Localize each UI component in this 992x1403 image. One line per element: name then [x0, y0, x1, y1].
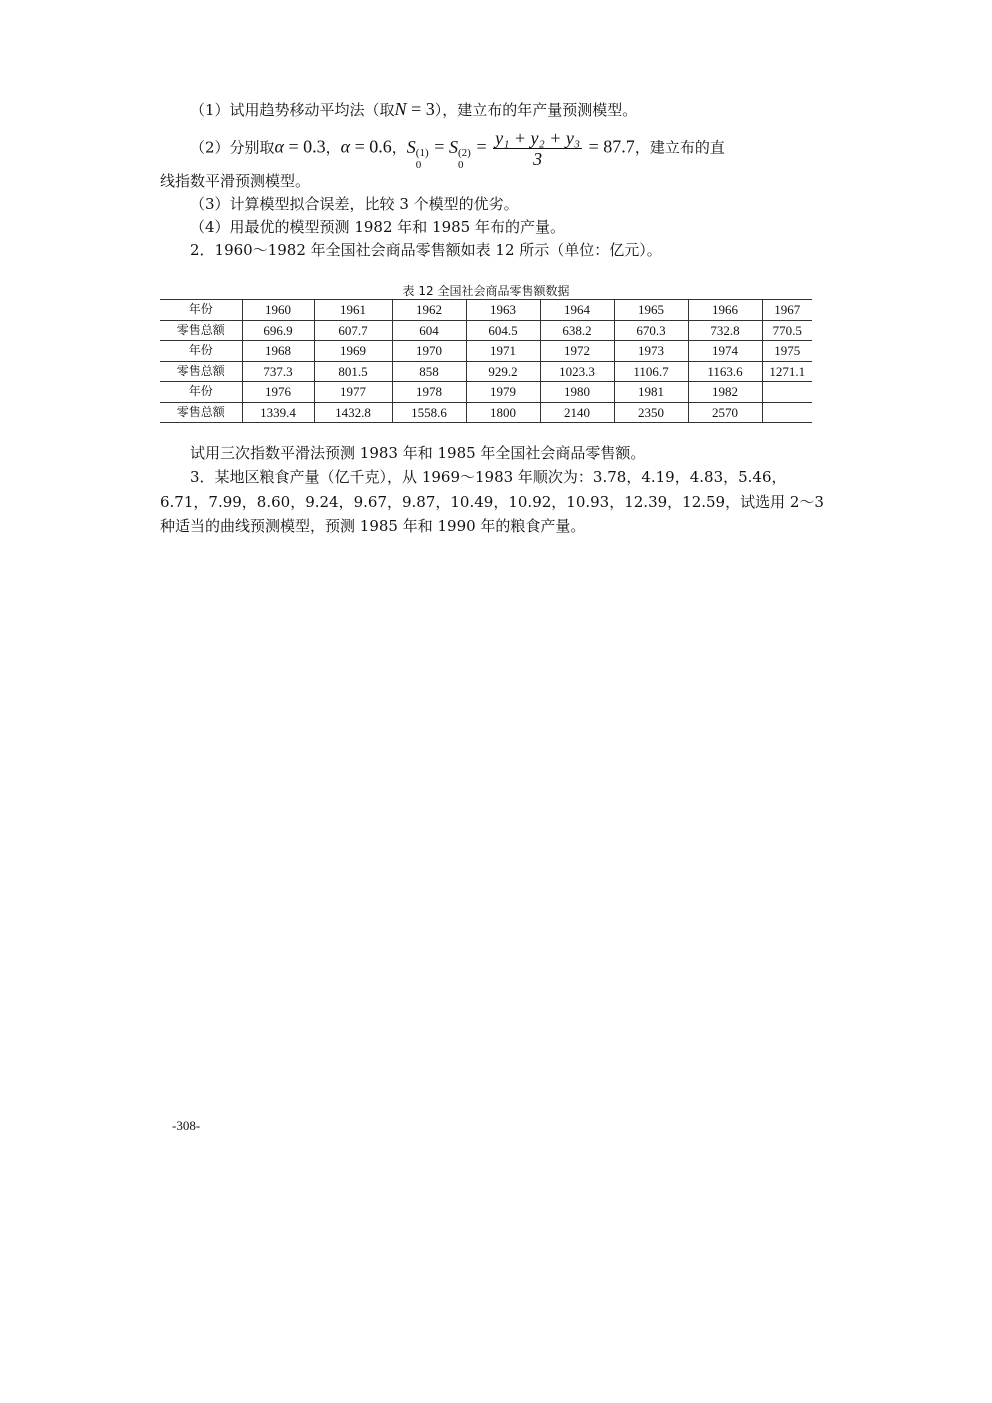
table-cell: 2570: [688, 402, 762, 423]
table-cell: 1163.6: [688, 361, 762, 382]
table-row-header: 年份: [160, 382, 242, 403]
question-3-line2: 6.71，7.99，8.60，9.24，9.67，9.87，10.49，10.92，10.93，12.39，12.59，试选用 2～3: [160, 493, 824, 511]
question-1-1: （1）试用趋势移动平均法（取N = 3），建立布的年产量预测模型。: [190, 99, 638, 119]
table-cell: 1974: [688, 341, 762, 362]
table-cell: 670.3: [614, 320, 688, 341]
table-row-header: 年份: [160, 341, 242, 362]
table-cell: 1960: [242, 300, 314, 321]
formula-s0-1: S (1) 0: [406, 136, 429, 171]
table-cell: 858: [392, 361, 466, 382]
table-cell: 1963: [466, 300, 540, 321]
table-cell: 1977: [314, 382, 392, 403]
table-row-header: 零售总额: [160, 320, 242, 341]
table-cell: 1966: [688, 300, 762, 321]
table-cell: 696.9: [242, 320, 314, 341]
question-3-line1: 3．某地区粮食产量（亿千克），从 1969～1983 年顺次为：3.78，4.19，4.83，5.46，: [190, 468, 787, 486]
table-cell: 1800: [466, 402, 540, 423]
table-cell: 1978: [392, 382, 466, 403]
question-1-3: （3）计算模型拟合误差，比较 3 个模型的优劣。: [190, 195, 519, 213]
table-cell: 1982: [688, 382, 762, 403]
table-row-header: 零售总额: [160, 402, 242, 423]
table-cell: 1976: [242, 382, 314, 403]
question-3-line3: 种适当的曲线预测模型，预测 1985 年和 1990 年的粮食产量。: [160, 517, 586, 535]
table-cell: 1558.6: [392, 402, 466, 423]
question-1-2-continued: 线指数平滑预测模型。: [160, 172, 311, 190]
question-1-2: （2）分别取α = 0.3，α = 0.6，S (1) 0 = S (2) 0 = $\frac{\text{y₁ + y₂ + y₃}}{3}$ = 87.7，建立布的直: [190, 128, 725, 171]
table-cell: 1967: [762, 300, 812, 321]
table-cell: 1969: [314, 341, 392, 362]
table-row: [160, 320, 812, 341]
table-cell: 1981: [614, 382, 688, 403]
table-row: [160, 402, 812, 423]
math-n: N: [394, 99, 407, 119]
table-cell: [762, 402, 812, 423]
table-cell: 604: [392, 320, 466, 341]
table-cell: 1432.8: [314, 402, 392, 423]
table-cell: 801.5: [314, 361, 392, 382]
table-cell: 1962: [392, 300, 466, 321]
table-cell: 732.8: [688, 320, 762, 341]
table-row: [160, 341, 812, 362]
table-cell: 1970: [392, 341, 466, 362]
question-2-instruction: 试用三次指数平滑法预测 1983 年和 1985 年全国社会商品零售额。: [190, 444, 646, 462]
retail-sales-table: [160, 299, 812, 423]
table-cell: 2350: [614, 402, 688, 423]
table-cell: 1023.3: [540, 361, 614, 382]
table-cell: 1971: [466, 341, 540, 362]
table-cell: 1339.4: [242, 402, 314, 423]
table-cell: 1964: [540, 300, 614, 321]
formula-s0-2: S (2) 0: [448, 136, 471, 171]
table-row-header: 零售总额: [160, 361, 242, 382]
table-cell: 1961: [314, 300, 392, 321]
table-row: [160, 361, 812, 382]
table-cell: 638.2: [540, 320, 614, 341]
table-cell: [762, 382, 812, 403]
table-cell: 1980: [540, 382, 614, 403]
table-cell: 1271.1: [762, 361, 812, 382]
table-row: [160, 382, 812, 403]
table-cell: 604.5: [466, 320, 540, 341]
table-cell: 770.5: [762, 320, 812, 341]
table-cell: 607.7: [314, 320, 392, 341]
formula-fraction: $\frac{\text{y₁ + y₂ + y₃}}{3}$: [495, 128, 581, 169]
table-cell: 1973: [614, 341, 688, 362]
table-cell: 1968: [242, 341, 314, 362]
table-cell: 1975: [762, 341, 812, 362]
question-1-4: （4）用最优的模型预测 1982 年和 1985 年布的产量。: [190, 218, 565, 236]
page-number: -308-: [172, 1118, 201, 1133]
table-row: [160, 300, 812, 321]
table-cell: 1965: [614, 300, 688, 321]
table-cell: 929.2: [466, 361, 540, 382]
table-cell: 1979: [466, 382, 540, 403]
table-caption: 表 12 全国社会商品零售额数据: [402, 284, 570, 298]
table-cell: 1972: [540, 341, 614, 362]
question-2: 2．1960～1982 年全国社会商品零售额如表 12 所示（单位：亿元）。: [190, 241, 662, 259]
table-cell: 1106.7: [614, 361, 688, 382]
table-cell: 2140: [540, 402, 614, 423]
table-cell: 737.3: [242, 361, 314, 382]
table-row-header: 年份: [160, 300, 242, 321]
